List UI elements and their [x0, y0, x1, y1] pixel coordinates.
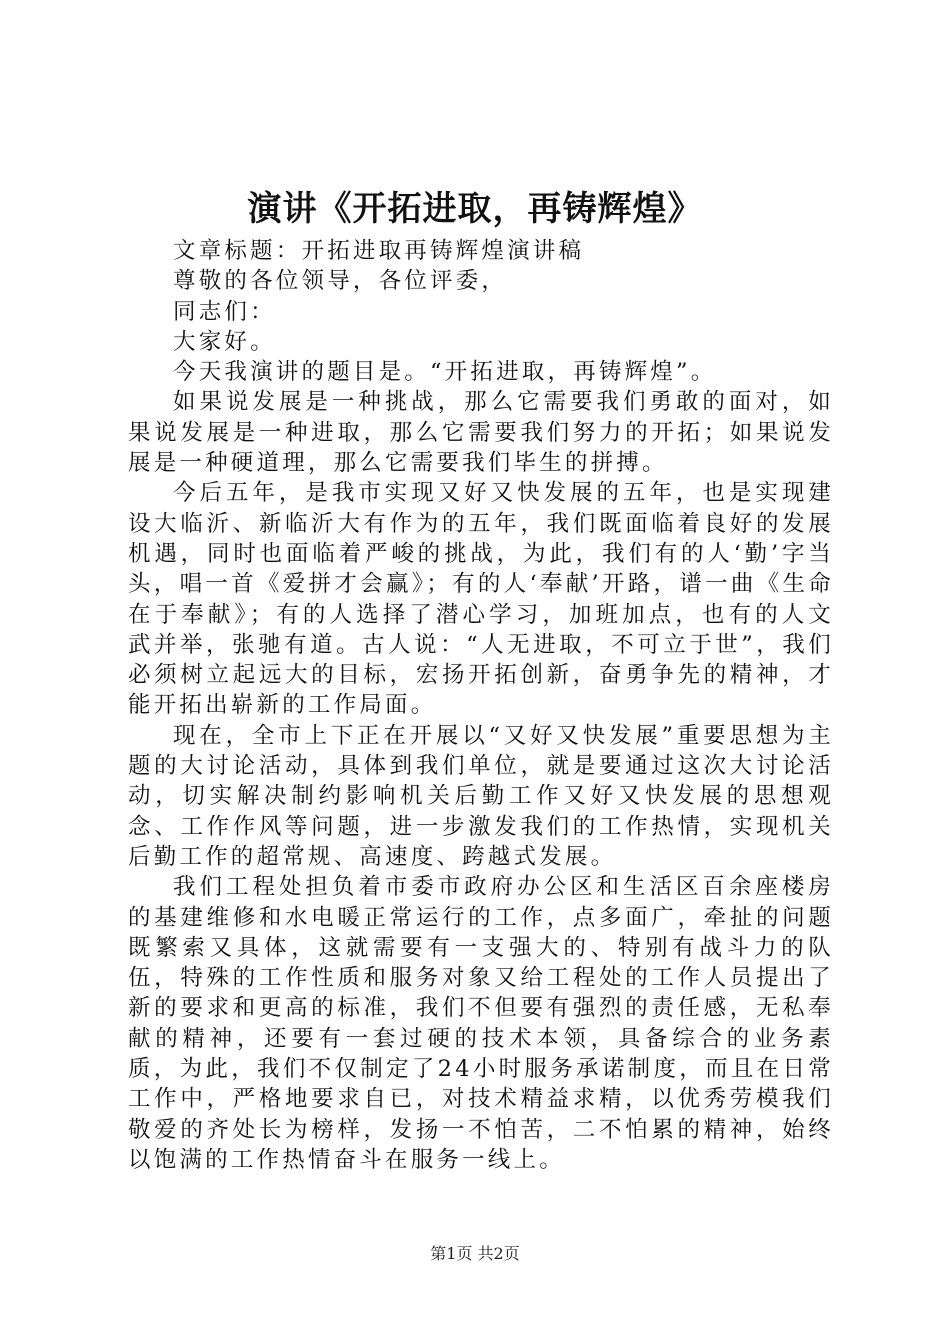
paragraph-development: 如果说发展是一种挑战，那么它需要我们勇敢的面对，如果说发展是一种进取，那么它需要我们努力的开拓；如果说发展是一种硬道理，那么它需要我们毕生的拼搏。: [128, 389, 834, 477]
paragraph-salutation: 尊敬的各位领导，各位评委，: [173, 268, 508, 295]
document-body: [128, 236, 834, 1175]
paragraph-article-title: 文章标题：开拓进取再铸辉煌演讲稿: [173, 238, 585, 264]
paragraph-topic: 今天我演讲的题目是。“开拓进取，再铸辉煌”。: [173, 359, 717, 386]
document-title: 演讲《开拓进取，再铸辉煌》: [247, 189, 703, 229]
paragraph-greeting: 大家好。: [173, 328, 276, 355]
page-footer: 第1页 共2页: [430, 1244, 520, 1263]
paragraph-five-years: 今后五年，是我市实现又好又快发展的五年，也是实现建设大临沂、新临沂大有作为的五年，我们既面临着良好的发展机遇，同时也面临着严峻的挑战，为此，我们有的人‘勤’字当头，唱一首《爱拼才会赢》；有的人‘奉献’开路，谱一曲《生命在于奉献》；有的人选择了潜心学习，加班加点，也有的人文武并举，张驰有道。古人说：“人无进取，不可立于世”，我们必须树立起远大的目标，宏扬开拓创新，奋勇争先的精神，才能开拓出崭新的工作局面。: [128, 480, 834, 719]
paragraph-comrades: 同志们：: [173, 298, 276, 325]
paragraph-discussion: 现在，全市上下正在开展以“又好又快发展”重要思想为主题的大讨论活动，具体到我们单位，就是要通过这次大讨论活动，切实解决制约影响机关后勤工作又好又快发展的思想观念、工作作风等问题，进一步激发我们的工作热情，实现机关后勤工作的超常规、高速度、跨越式发展。: [128, 722, 834, 870]
paragraph-engineering: 我们工程处担负着市委市政府办公区和生活区百余座楼房的基建维修和水电暖正常运行的工作，点多面广，牵扯的问题既繁索又具体，这就需要有一支强大的、特别有战斗力的队伍，特殊的工作性质和服务对象又给工程处的工作人员提出了新的要求和更高的标准，我们不但要有强烈的责任感，无私奉献的精神，还要有一套过硬的技术本领，具备综合的业务素质，为此，我们不仅制定了24小时服务承诺制度，而且在日常工作中，严格地要求自已，对技术精益求精，以优秀劳模我们敬爱的齐处长为榜样，发扬一不怕苦，二不怕累的精神，始终以饱满的工作热情奋斗在服务一线上。: [128, 874, 834, 1173]
